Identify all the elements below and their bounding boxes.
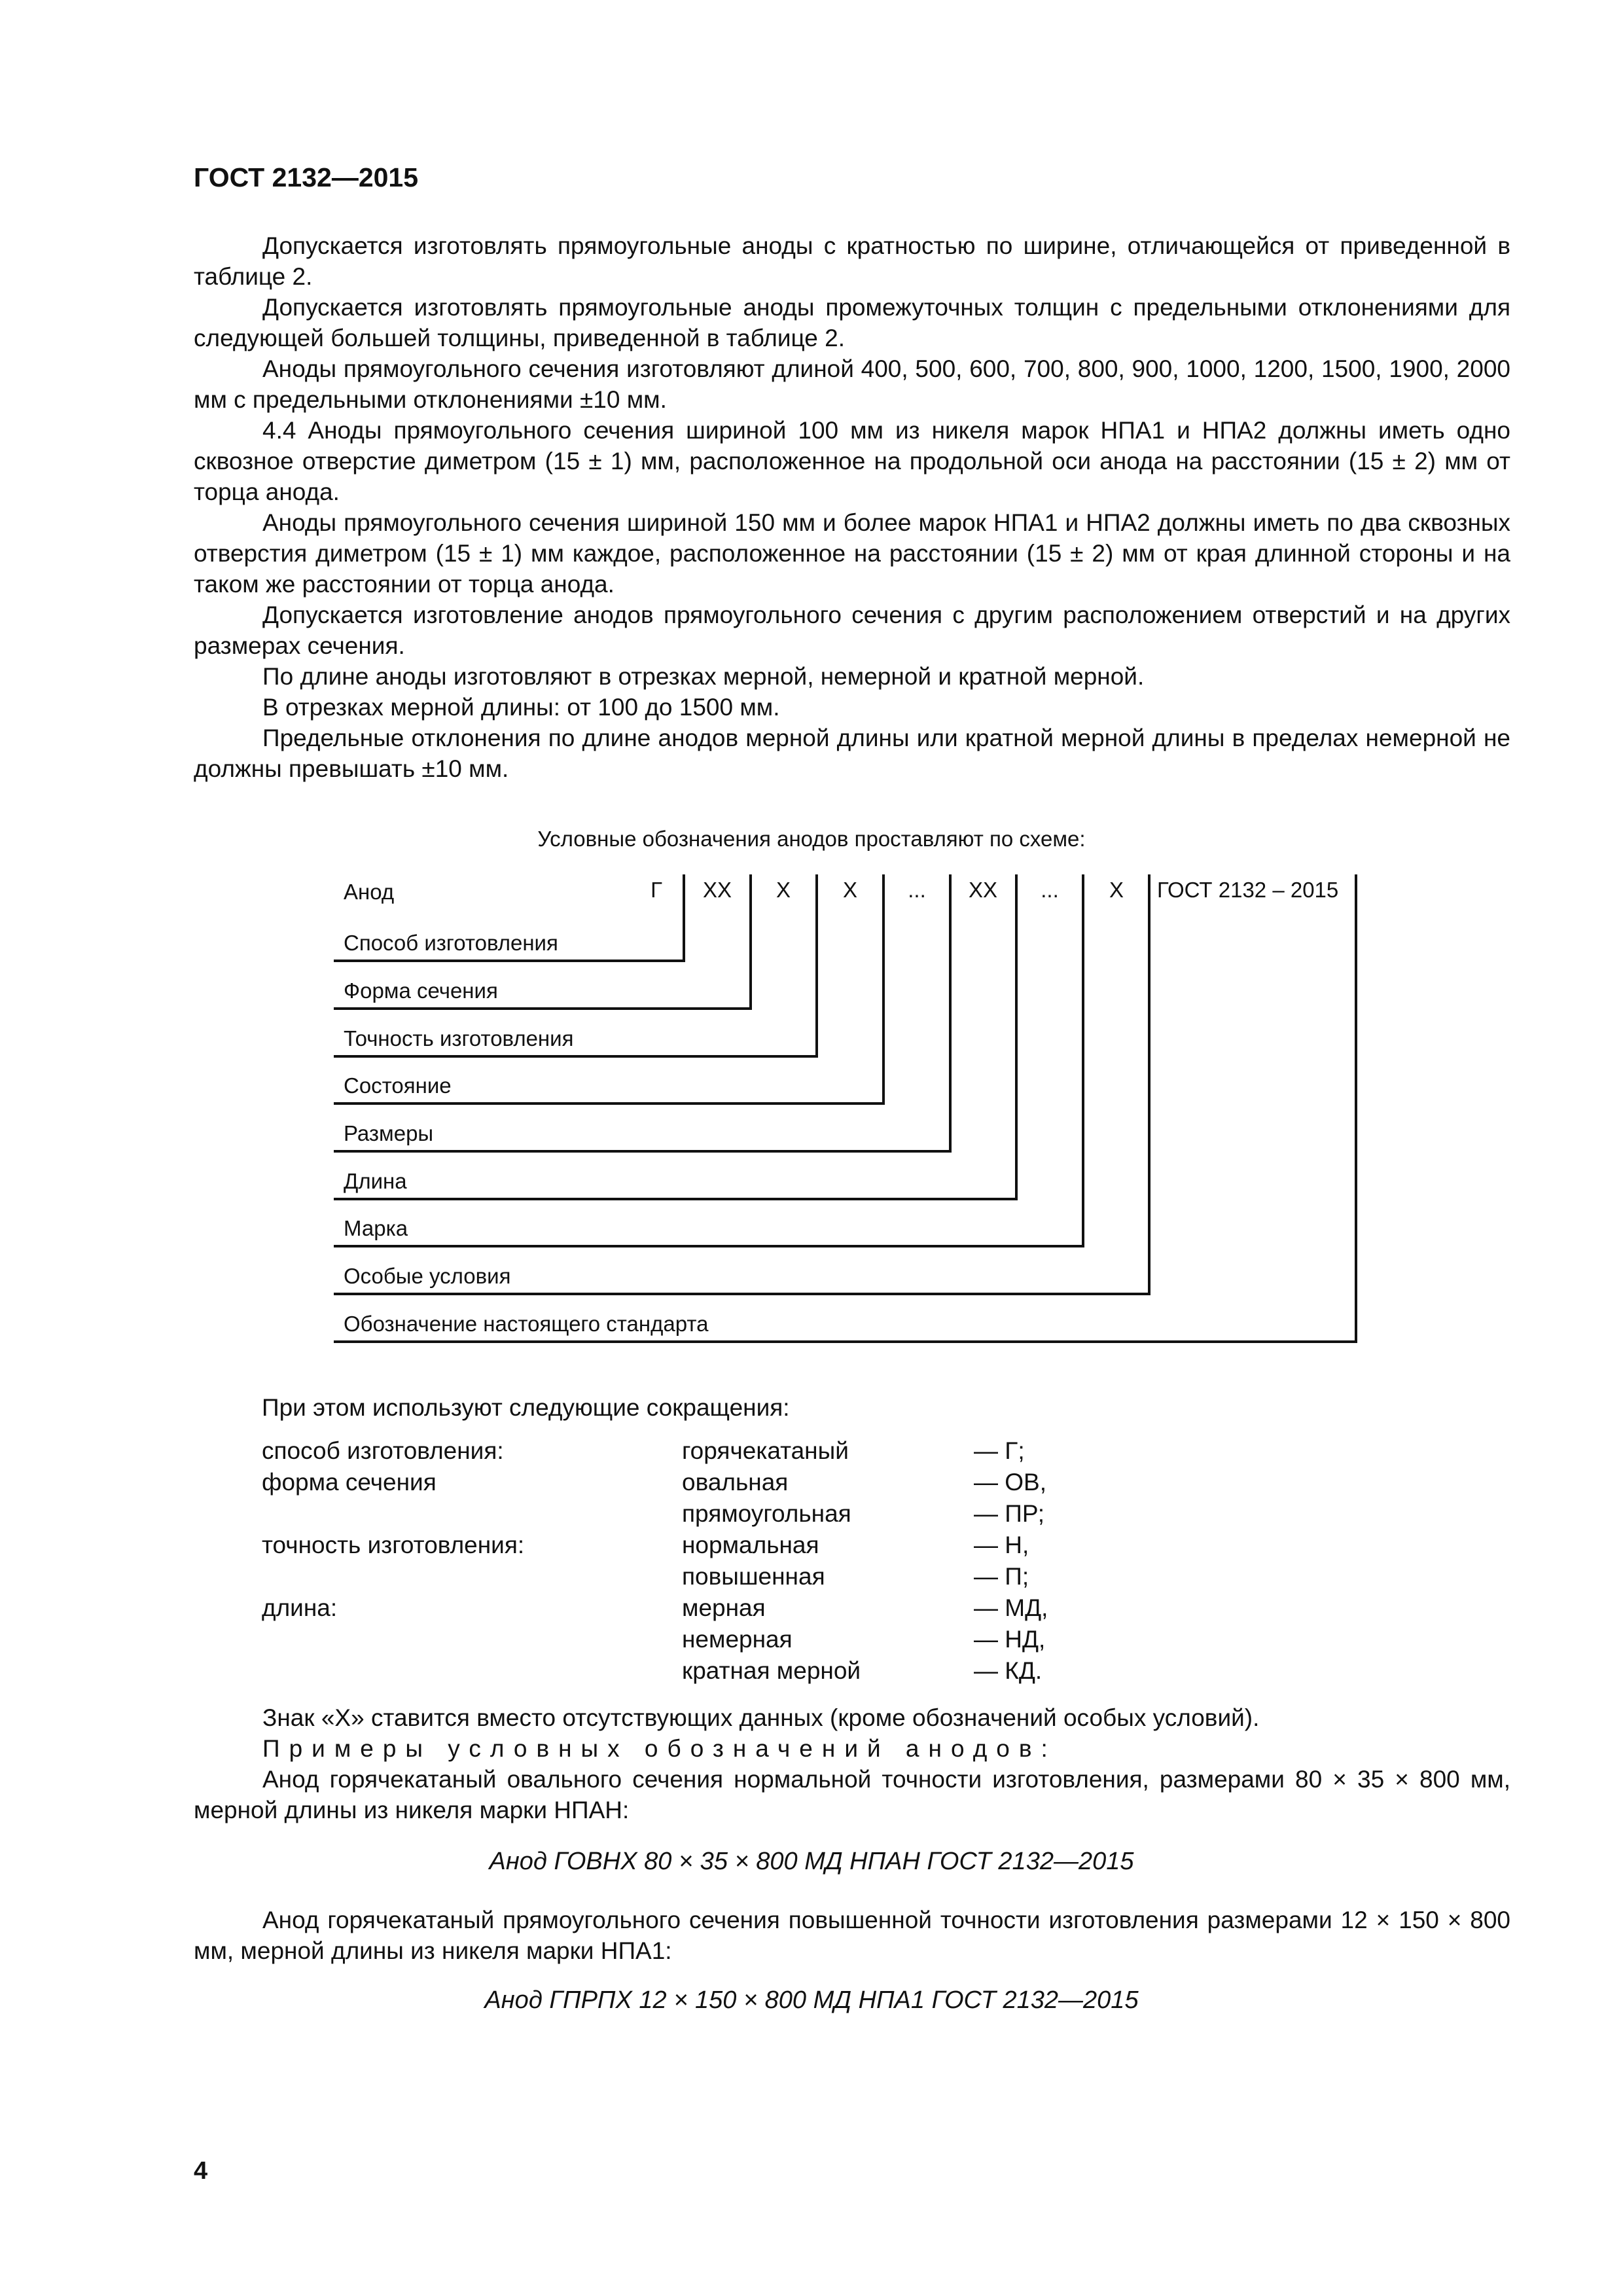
abbr-cat-4 bbox=[262, 1561, 524, 1592]
abbr-code-2: — ПР; bbox=[974, 1500, 1045, 1527]
abbr-value-list bbox=[682, 1435, 861, 1687]
abbr-category-list bbox=[262, 1435, 524, 1624]
abbr-code-0: — Г; bbox=[974, 1437, 1025, 1464]
scheme-code-dots-2: ... bbox=[1041, 878, 1059, 902]
scheme-label-shape: Форма сечения bbox=[344, 978, 498, 1003]
abbr-code-5: — МД, bbox=[974, 1594, 1048, 1621]
abbreviations-intro: При этом используют следующие сокращения: bbox=[262, 1394, 790, 1421]
paragraph-2: Допускается изготовлять прямоугольные аноды промежуточных толщин с предельными отклонениями для следующей большей толщины, приведенной в таблице 2. bbox=[194, 294, 1510, 351]
scheme-code-xx-2: ХХ bbox=[968, 878, 998, 902]
scheme-label-state: Состояние bbox=[344, 1073, 452, 1098]
paragraph-8: В отрезках мерной длины: от 100 до 1500 мм. bbox=[262, 694, 780, 721]
abbr-val-3: нормальная bbox=[682, 1532, 819, 1558]
example-2-text: Анод горячекатаный прямоугольного сечения повышенной точности изготовления размерами 12 × 150 × 800 мм, мерной длины из никеля марки НПА1: bbox=[194, 1907, 1510, 1964]
scheme-code-gost: ГОСТ 2132 – 2015 bbox=[1157, 878, 1339, 902]
example-2-designation: Анод ГПРПХ 12 × 150 × 800 МД НПА1 ГОСТ 2132—2015 bbox=[484, 1986, 1139, 2014]
abbr-cat-2 bbox=[262, 1498, 524, 1530]
page-number: 4 bbox=[194, 2157, 208, 2185]
example-1-designation: Анод ГОВНХ 80 × 35 × 800 МД НПАН ГОСТ 2132—2015 bbox=[489, 1848, 1134, 1875]
abbr-val-1: овальная bbox=[682, 1469, 789, 1496]
document-header: ГОСТ 2132—2015 bbox=[194, 162, 419, 192]
abbr-cat-0: способ изготовления: bbox=[262, 1437, 504, 1464]
abbr-cat-1: форма сечения bbox=[262, 1469, 437, 1496]
paragraph-4: 4.4 Аноды прямоугольного сечения шириной 100 мм из никеля марок НПА1 и НПА2 должны иметь одно сквозное отверстие диметром (15 ± 1) мм, расположенное на продольной оси анода на расстоянии (15 ± 2) мм от торца анода. bbox=[194, 417, 1510, 505]
abbr-cat-5: длина: bbox=[262, 1594, 338, 1621]
scheme-code-g: Г bbox=[651, 878, 662, 902]
scheme-title: Анод bbox=[344, 880, 395, 904]
scheme-code-x-3: Х bbox=[1109, 878, 1124, 902]
paragraph-7: По длине аноды изготовляют в отрезках мерной, немерной и кратной мерной. bbox=[262, 663, 1145, 690]
paragraph-6: Допускается изготовление анодов прямоугольного сечения с другим расположением отверстий и на других размерах сечения. bbox=[194, 601, 1510, 659]
scheme-code-x-2: Х bbox=[842, 878, 858, 902]
scheme-label-method: Способ изготовления bbox=[344, 931, 558, 955]
scheme-code-xx-1: ХХ bbox=[702, 878, 732, 902]
example-1-text: Анод горячекатаный овального сечения нормальной точности изготовления, размерами 80 × 35 × 800 мм, мерной длины из никеля марки НПАН: bbox=[194, 1766, 1510, 1823]
paragraph-1: Допускается изготовлять прямоугольные аноды с кратностью по ширине, отличающейся от приведенной в таблице 2. bbox=[194, 232, 1510, 290]
scheme-label-grade: Марка bbox=[344, 1216, 408, 1240]
abbr-code-3: — Н, bbox=[974, 1532, 1029, 1558]
abbr-code-list bbox=[974, 1435, 1048, 1687]
paragraph-5: Аноды прямоугольного сечения шириной 150 мм и более марок НПА1 и НПА2 должны иметь по два сквозных отверстия диметром (15 ± 1) мм каждое, расположенное на расстоянии (15 ± 2) мм от края длинной стороны и на таком же расстоянии от торца анода. bbox=[194, 509, 1510, 598]
abbr-val-6: немерная bbox=[682, 1626, 793, 1653]
scheme-code-dots-1: ... bbox=[908, 878, 926, 902]
scheme-label-special: Особые условия bbox=[344, 1264, 511, 1288]
abbr-code-1: — ОВ, bbox=[974, 1469, 1047, 1496]
abbr-val-2: прямоугольная bbox=[682, 1500, 851, 1527]
scheme-label-accuracy: Точность изготовления bbox=[344, 1026, 574, 1050]
abbr-val-5: мерная bbox=[682, 1594, 766, 1621]
scheme-code-x-1: Х bbox=[776, 878, 791, 902]
examples-heading: Примеры условных обозначений анодов: bbox=[262, 1735, 1057, 1762]
abbr-cat-3: точность изготовления: bbox=[262, 1532, 525, 1558]
scheme-label-standard: Обозначение настоящего стандарта bbox=[344, 1312, 709, 1336]
abbr-code-6: — НД, bbox=[974, 1626, 1046, 1653]
abbr-val-4: повышенная bbox=[682, 1563, 825, 1590]
paragraph-3: Аноды прямоугольного сечения изготовляют длиной 400, 500, 600, 700, 800, 900, 1000, 1200, 1500, 1900, 2000 мм с предельными отклонениями ±10 мм. bbox=[194, 355, 1510, 413]
abbr-val-7: кратная мерной bbox=[682, 1657, 861, 1684]
scheme-caption: Условные обозначения анодов проставляют по схеме: bbox=[537, 827, 1086, 851]
scheme-label-length: Длина bbox=[344, 1169, 407, 1193]
abbr-code-4: — П; bbox=[974, 1563, 1029, 1590]
paragraph-9: Предельные отклонения по длине анодов мерной длины или кратной мерной длины в пределах немерной не должны превышать ±10 мм. bbox=[194, 725, 1510, 782]
note-x-sign: Знак «Х» ставится вместо отсутствующих данных (кроме обозначений особых условий). bbox=[262, 1704, 1260, 1731]
abbr-code-7: — КД. bbox=[974, 1657, 1043, 1684]
abbr-val-0: горячекатаный bbox=[682, 1437, 849, 1464]
scheme-label-sizes: Размеры bbox=[344, 1121, 434, 1145]
